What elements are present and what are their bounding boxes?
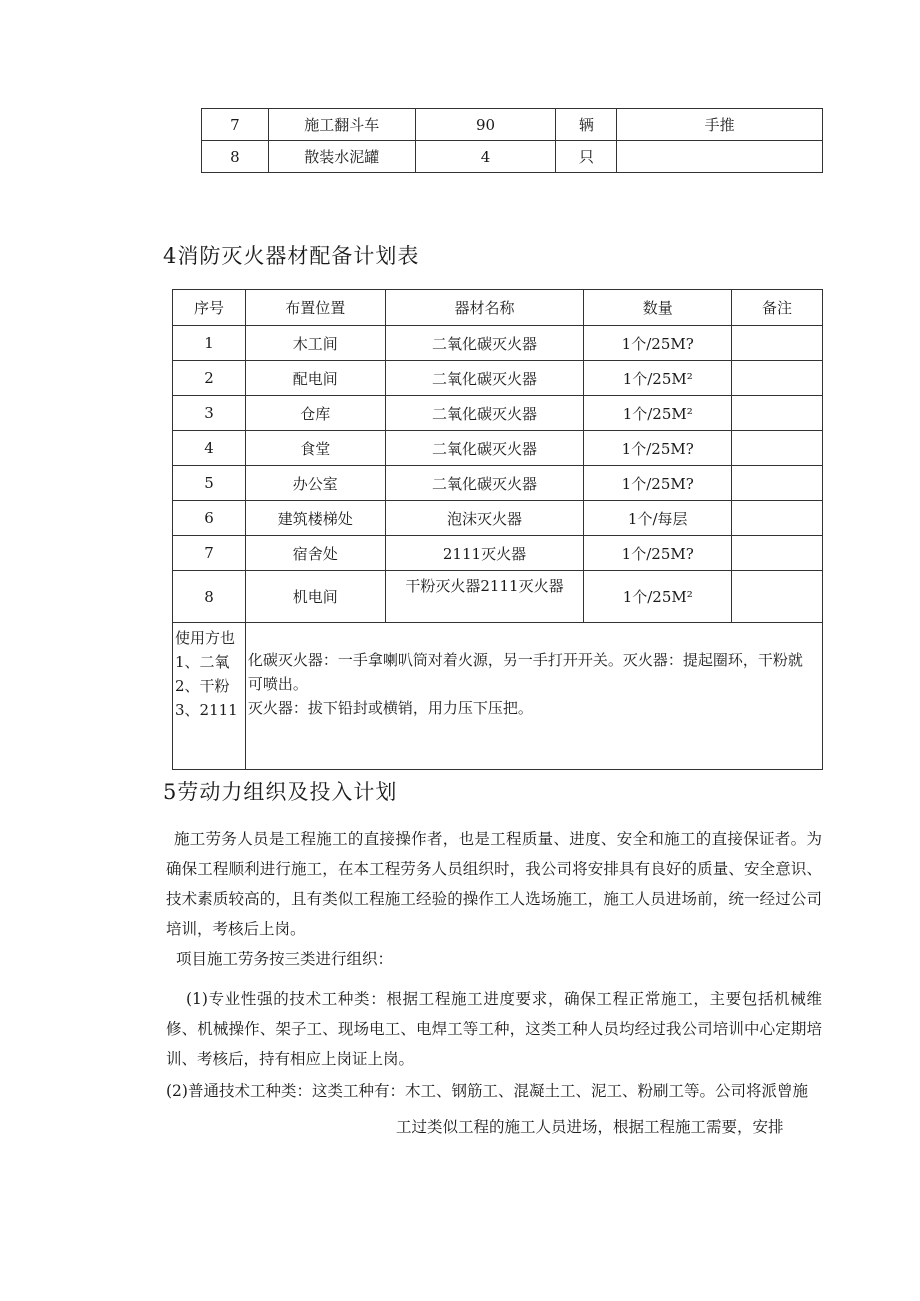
table-row [173,501,823,536]
cell-no: 6 [173,501,246,536]
cell-location: 宿舍处 [245,536,385,571]
header-no: 序号 [173,290,246,326]
usage-left-line: 使用方也 [175,629,236,647]
cell-location: 建筑楼梯处 [245,501,385,536]
cell-qty: 1个/25M? [584,536,732,571]
usage-right-line: 化碳灭火器：一手拿喇叭筒对着火源，另一手打开开关。灭火器：提起圈环，干粉就 [247,651,803,669]
header-equipment: 器材名称 [385,290,584,326]
paragraph-2: 项目施工劳务按三类进行组织： [176,950,394,968]
cell-note [617,141,823,173]
table-row [173,571,823,623]
table-row [202,109,823,141]
table-row [173,326,823,361]
cell-note: 手推 [617,109,823,141]
cell-location: 配电间 [245,361,385,396]
list-item-1: (1)专业性强的技术工种类：根据工程施工进度要求，确保工程正常施工，主要包括机械维修、机械操作、架子工、现场电工、电焊工等工种，这类工种人员均经过我公司培训中心定期培训、考核后，持有相应上岗证上岗。 [166,990,822,1068]
cell-equipment: 2111灭火器 [385,536,584,571]
cell-note [732,431,823,466]
usage-text-cell [245,623,822,770]
cell-no: 1 [173,326,246,361]
table-row [173,396,823,431]
usage-right-line: 可喷出。 [247,675,308,693]
cell-no: 7 [173,536,246,571]
cell-note [732,396,823,431]
list-item-2: (2)普通技术工种类：这类工种有：木工、钢筋工、混凝土工、泥工、粉刷工等。公司将派曾施 [166,1082,808,1100]
usage-right-line: 灭火器：拔下铅封或横销，用力压下压把。 [247,699,533,717]
cell-qty: 1个/每层 [584,501,732,536]
header-qty: 数量 [584,290,732,326]
header-note: 备注 [732,290,823,326]
cell-note [732,466,823,501]
cell-equipment: 泡沫灭火器 [385,501,584,536]
cell-location: 仓库 [245,396,385,431]
cell-no: 8 [202,141,269,173]
cell-no: 7 [202,109,269,141]
cell-note [732,361,823,396]
usage-row [173,623,823,770]
cell-unit: 辆 [556,109,617,141]
cell-qty: 1个/25M? [584,326,732,361]
fire-equipment-table [172,289,823,770]
table-row [173,431,823,466]
cell-name: 散装水泥罐 [268,141,415,173]
cell-equipment: 二氧化碳灭火器 [385,326,584,361]
cell-qty: 1个/25M² [584,571,732,623]
header-location: 布置位置 [245,290,385,326]
cell-no: 8 [173,571,246,623]
table-row [202,141,823,173]
table-row [173,536,823,571]
section5-title: 5劳动力组织及投入计划 [163,780,398,804]
cell-location: 食堂 [245,431,385,466]
usage-left-line: 2、干粉 [175,677,230,695]
cell-qty: 1个/25M² [584,361,732,396]
cell-qty: 1个/25M² [584,396,732,431]
table-header-row [173,290,823,326]
cell-equipment: 二氧化碳灭火器 [385,361,584,396]
cell-no: 3 [173,396,246,431]
cell-no: 4 [173,431,246,466]
cell-equipment: 二氧化碳灭火器 [385,466,584,501]
cell-note [732,571,823,623]
section4-title: 4消防灭火器材配备计划表 [163,244,420,268]
usage-left-line: 3、2111 [175,701,238,719]
cell-location: 机电间 [245,571,385,623]
cell-qty: 90 [415,109,556,141]
list-item-2-continued: 工过类似工程的施工人员进场，根据工程施工需要，安排 [396,1118,784,1136]
table-row [173,466,823,501]
vehicles-table [201,108,823,173]
cell-location: 办公室 [245,466,385,501]
cell-note [732,501,823,536]
cell-no: 5 [173,466,246,501]
cell-note [732,536,823,571]
cell-qty: 1个/25M? [584,431,732,466]
cell-name: 施工翻斗车 [268,109,415,141]
cell-equipment: 二氧化碳灭火器 [385,431,584,466]
usage-label-cell [173,623,246,770]
cell-equipment: 干粉灭火器2111灭火器 [385,571,584,623]
cell-no: 2 [173,361,246,396]
cell-equipment: 二氧化碳灭火器 [385,396,584,431]
cell-unit: 只 [556,141,617,173]
paragraph-1: 施工劳务人员是工程施工的直接操作者，也是工程质量、进度、安全和施工的直接保证者。为确保工程顺利进行施工，在本工程劳务人员组织时，我公司将安排具有良好的质量、安全意识、技术素质较高的，且有类似工程施工经验的操作工人选场施工，施工人员进场前，统一经过公司培训，考核后上岗。 [166,830,822,938]
cell-note [732,326,823,361]
cell-qty: 4 [415,141,556,173]
cell-qty: 1个/25M? [584,466,732,501]
table-row [173,361,823,396]
usage-left-line: 1、二氧 [175,653,230,671]
cell-location: 木工间 [245,326,385,361]
